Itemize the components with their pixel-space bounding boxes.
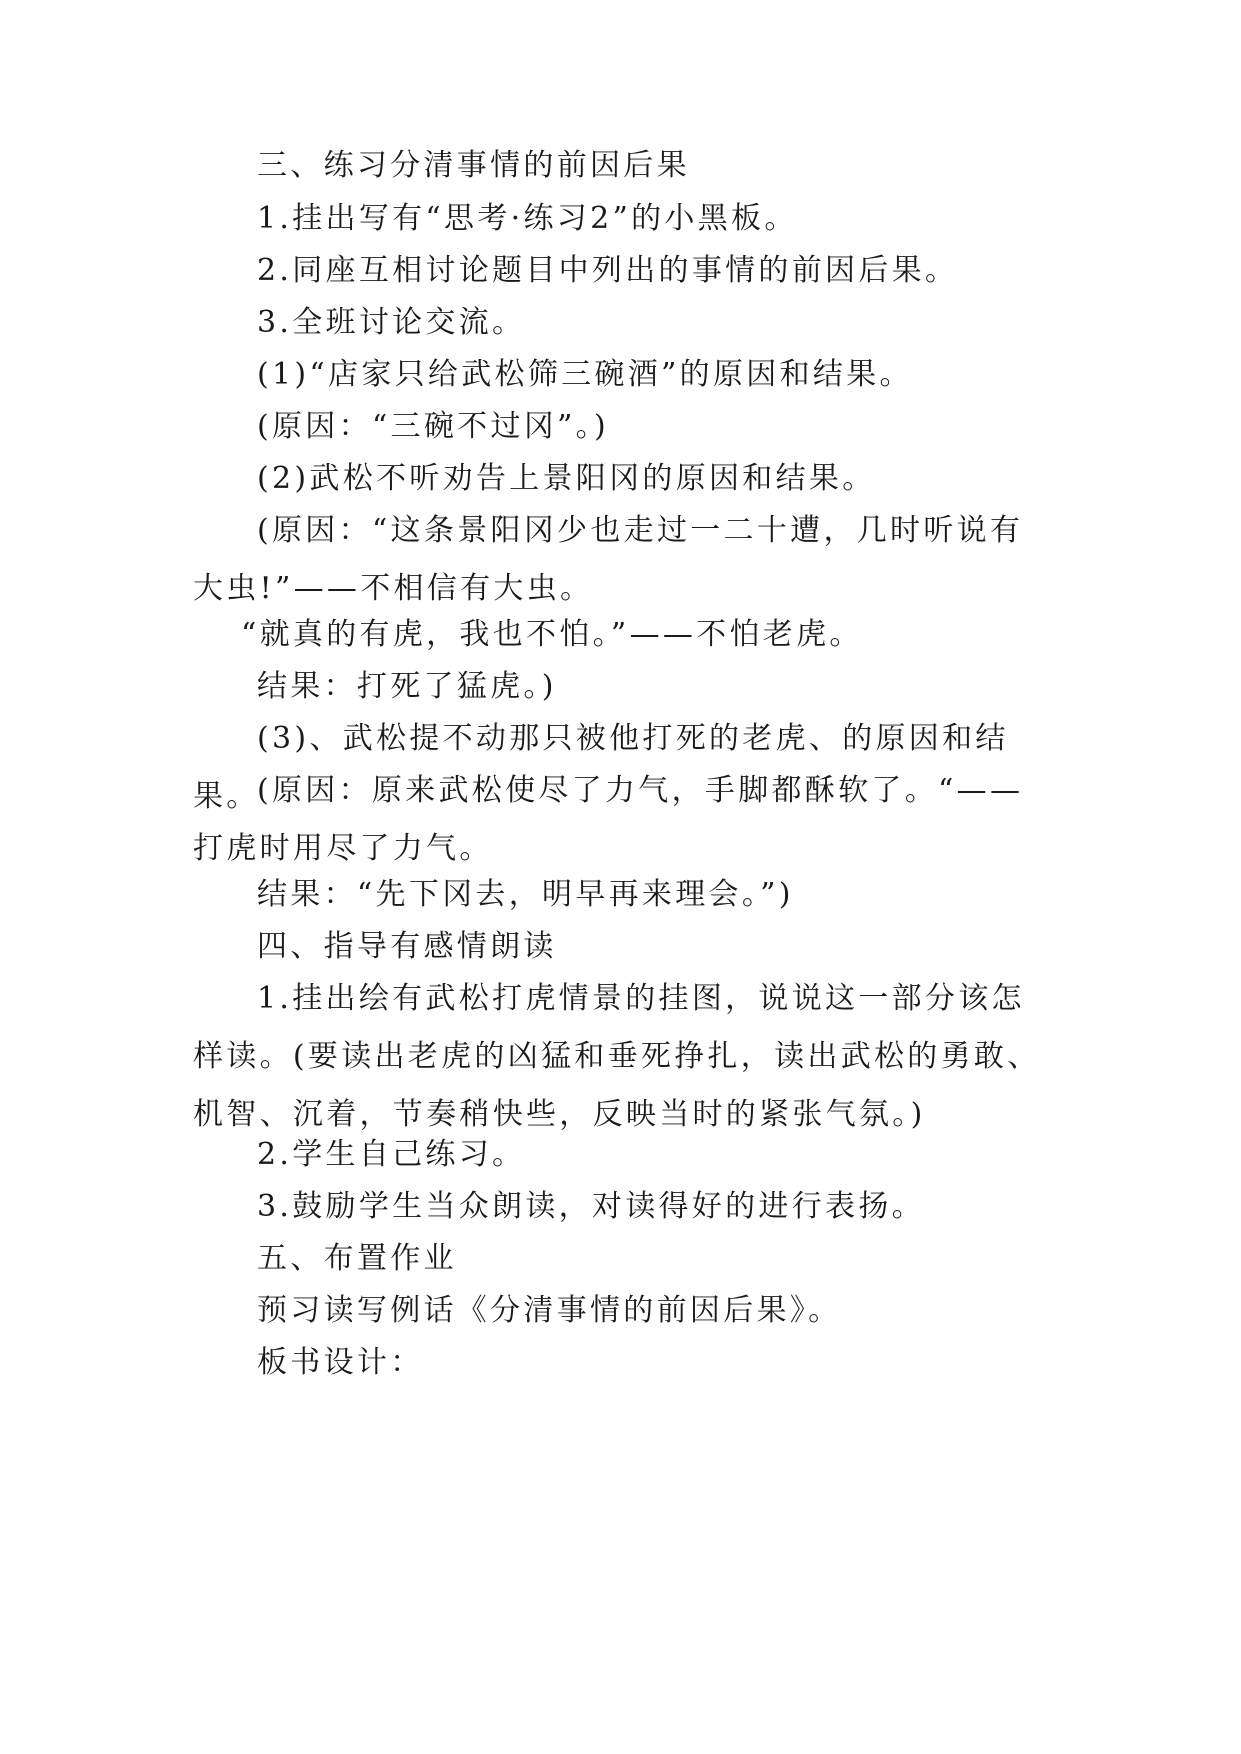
paragraph: (原因：原来武松使尽了力气，手脚都酥软了。“——打虎时用尽了力气。 bbox=[193, 773, 1024, 866]
paragraph: (3)、武松提不动那只被他打死的老虎、的原因和结果。 bbox=[193, 721, 1009, 814]
paragraph: (原因：“这条景阳冈少也走过一二十遭，几时听说有大虫!”——不相信有大虫。 bbox=[193, 513, 1024, 606]
paragraph: 3.全班讨论交流。 bbox=[257, 305, 526, 340]
paragraph: 3.鼓励学生当众朗读，对读得好的进行表扬。 bbox=[257, 1189, 925, 1224]
paragraph: 1.挂出绘有武松打虎情景的挂图，说说这一部分该怎样读。(要读出老虎的凶猛和垂死挣扎，读出武松的勇敢、机智、沉着，节奏稍快些，反映当时的紧张气氛。) bbox=[193, 981, 1041, 1132]
paragraph: 2.学生自己练习。 bbox=[257, 1137, 526, 1172]
paragraph: 预习读写例话《分清事情的前因后果》。 bbox=[257, 1293, 842, 1328]
section-heading-4: 四、指导有感情朗读 bbox=[257, 929, 557, 964]
paragraph: “就真的有虎，我也不怕。”——不怕老虎。 bbox=[241, 617, 863, 652]
paragraph: (2)武松不听劝告上景阳冈的原因和结果。 bbox=[257, 461, 876, 496]
section-heading-3: 三、练习分清事情的前因后果 bbox=[257, 148, 690, 183]
paragraph: (1)“店家只给武松筛三碗酒”的原因和结果。 bbox=[257, 357, 913, 392]
section-heading-5: 五、布置作业 bbox=[257, 1241, 457, 1276]
paragraph: 结果：“先下冈去，明早再来理会。”) bbox=[257, 877, 794, 912]
paragraph: 板书设计： bbox=[257, 1345, 424, 1380]
paragraph: 2.同座互相讨论题目中列出的事情的前因后果。 bbox=[257, 253, 959, 288]
paragraph: 1.挂出写有“思考·练习2”的小黑板。 bbox=[257, 201, 798, 236]
paragraph: 结果：打死了猛虎。) bbox=[257, 669, 557, 704]
paragraph: (原因：“三碗不过冈”。) bbox=[257, 409, 609, 444]
